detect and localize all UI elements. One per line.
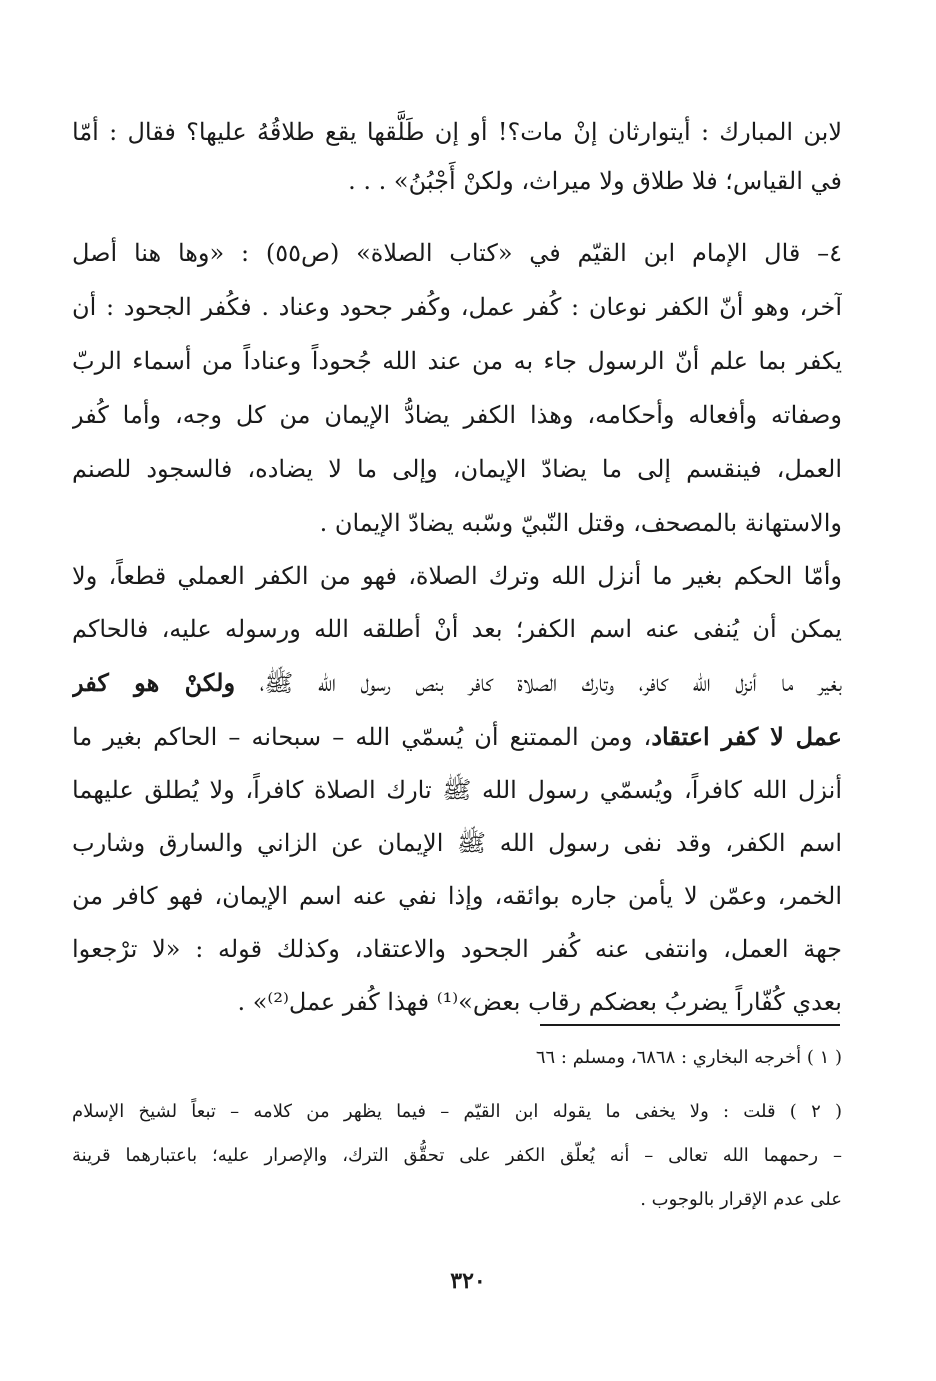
- text-line: في القياس؛ فلا طلاق ولا ميراث، ولكنْ أَجْبُنُ» . . .: [348, 167, 842, 195]
- text-line: يكفر بما علم أنّ الرسول جاء به من عند الله جُحوداً وعناداً من أسماء الربّ: [72, 347, 842, 375]
- footnote-1: [72, 1036, 842, 1080]
- paragraph-3: [72, 550, 842, 1029]
- text-line: وصفاته وأفعاله وأحكامه، وهذا الكفر يضادُّ الإيمان من كل وجه، وأما كُفر: [72, 401, 842, 429]
- page-number: ٣٢٠: [450, 1268, 486, 1294]
- text-segment: ، ومن الممتنع أن يُسمّي الله – سبحانه – الحاكم بغير ما: [72, 723, 652, 751]
- footnote-line: على عدم الإقرار بالوجوب .: [640, 1189, 842, 1210]
- text-line: [72, 656, 842, 710]
- bold-text-segment: ولكنْ هو كفر: [72, 668, 236, 697]
- text-line: اسم الكفر، وقد نفى رسول الله ﷺ الإيمان عن الزاني والسارق وشارب: [72, 829, 842, 857]
- text-line: والاستهانة بالمصحف، وقتل النّبيّ وسّبه يضادّ الإيمان .: [319, 509, 842, 537]
- text-line: أنزل الله كافراً، ويُسمّي رسول الله ﷺ تارك الصلاة كافراً، ولا يُطلق عليهما: [72, 776, 842, 804]
- text-line: العمل، فينقسم إلى ما يضادّ الإيمان، وإلى ما لا يضاده، فالسجود للصنم: [72, 455, 842, 483]
- footnote-line: – رحمهما الله تعالى – أنه يُعلّق الكفر على تحقُّق الترك، والإصرار عليه؛ باعتبارهما قرينة: [72, 1145, 842, 1166]
- footnote-2: [72, 1090, 842, 1222]
- footnote-divider: [540, 1024, 840, 1026]
- text-line: [72, 710, 842, 764]
- text-line: وأمّا الحكم بغير ما أنزل الله وترك الصلاة، فهو من الكفر العملي قطعاً، ولا: [72, 562, 842, 590]
- text-line: ٤– قال الإمام ابن القيّم في «كتاب الصلاة» (ص٥٥) : «وها هنا أصل: [72, 239, 842, 267]
- paragraph-2: [72, 226, 842, 550]
- text-line: الخمر، وعمّن لا يأمن جاره بوائقه، وإذا نفي عنه اسم الإيمان، فهو كافر من: [72, 882, 842, 910]
- paragraph-1: [72, 108, 842, 206]
- footnote-line: ( ٢ ) قلت : ولا يخفى ما يقوله ابن القيّم – فيما يظهر من كلامه – تبعاً لشيخ الإسلام: [72, 1101, 842, 1122]
- footnote-line: ( ١ ) أخرجه البخاري : ٦٨٦٨، ومسلم : ٦٦: [535, 1047, 842, 1068]
- text-line: آخر، وهو أنّ الكفر نوعان : كُفر عمل، وكُفر جحود وعناد . فكُفر الجحود : أن: [72, 293, 842, 321]
- text-line: جهة العمل، وانتفى عنه كُفر الجحود والاعتقاد، وكذلك قوله : «لا ترْجعوا: [72, 935, 842, 963]
- text-line: لابن المبارك : أيتوارثان إنْ مات؟! أو إن طَلَّقها يقع طلاقُهُ عليها؟ فقال : أمّا: [72, 118, 842, 146]
- text-line: يمكن أن يُنفى عنه اسم الكفر؛ بعد أنْ أطلقه الله ورسوله عليه، فالحاكم: [72, 615, 842, 643]
- bold-text-segment: عمل لا كفر اعتقاد: [651, 722, 842, 751]
- text-line: بعدي كُفّاراً يضربُ بعضكم رقاب بعض»⁽¹⁾ فهذا كُفر عمل⁽²⁾» .: [237, 988, 842, 1016]
- text-segment: بغير ما أنزل الله كافر، وتارك الصلاة كافر بنص رسول الله ﷺ،: [235, 669, 842, 697]
